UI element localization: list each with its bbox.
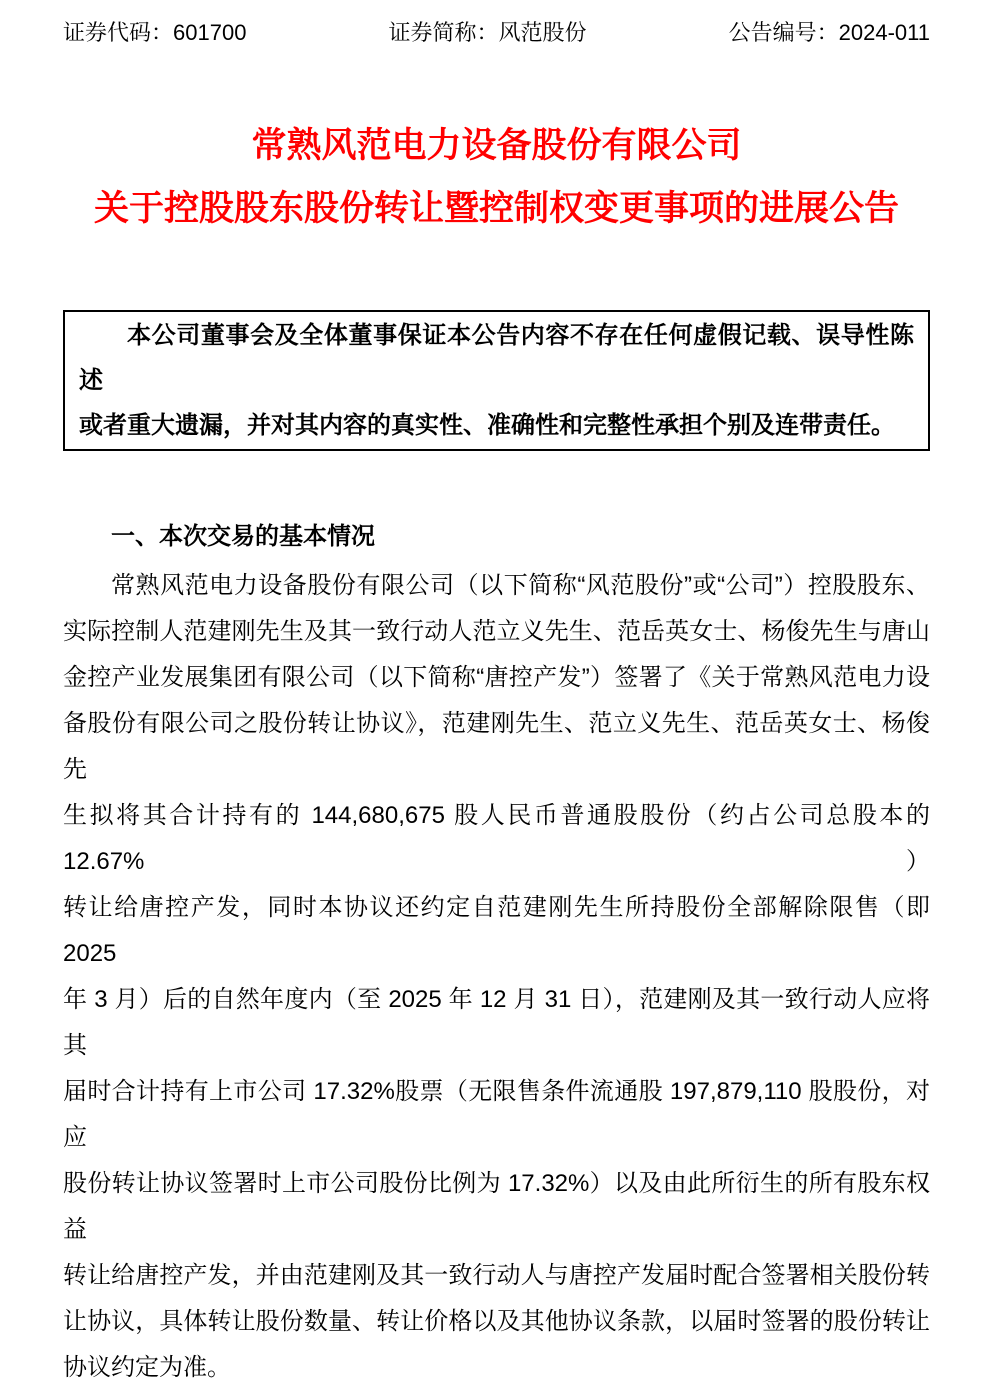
- announcement-number-label: 公告编号：: [728, 20, 839, 45]
- section-heading: 一、本次交易的基本情况: [111, 523, 375, 550]
- paragraph-line: 股份转让协议签署时上市公司股份比例为 17.32%）以及由此所衍生的所有股东权益: [63, 1170, 930, 1243]
- paragraph-line: 转让给唐控产发，同时本协议还约定自范建刚先生所持股份全部解除限售（即 2025: [63, 894, 930, 967]
- section-paragraph: [63, 563, 930, 1391]
- paragraph-line: 常熟风范电力设备股份有限公司（以下简称“风范股份”或“公司”）控股股东、: [111, 572, 930, 599]
- paragraph-line: 实际控制人范建刚先生及其一致行动人范立义先生、范岳英女士、杨俊先生与唐山: [63, 618, 930, 645]
- paragraph-line: 年 3 月）后的自然年度内（至 2025 年 12 月 31 日），范建刚及其一致行动人应将其: [63, 986, 930, 1059]
- announcement-title: 关于控股股东股份转让暨控制权变更事项的进展公告: [93, 189, 899, 228]
- document-header: [63, 18, 930, 48]
- paragraph-line: 届时合计持有上市公司 17.32%股票（无限售条件流通股 197,879,110 股股份，对应: [63, 1078, 930, 1151]
- stock-name-value: 风范股份: [498, 20, 587, 45]
- announcement-number-value: 2024-011: [838, 20, 930, 45]
- paragraph-line: 转让给唐控产发，并由范建刚及其一致行动人与唐控产发届时配合签署相关股份转: [63, 1262, 930, 1289]
- announcement-number: [729, 18, 930, 48]
- stock-name: [389, 18, 587, 48]
- company-name-title: 常熟风范电力设备股份有限公司: [251, 126, 742, 165]
- stock-code: [63, 18, 246, 48]
- disclaimer-line: 或者重大遗漏，并对其内容的真实性、准确性和完整性承担个别及连带责任。: [79, 412, 895, 439]
- disclaimer-box: [63, 310, 930, 451]
- paragraph-line: 备股份有限公司之股份转让协议》，范建刚先生、范立义先生、范岳英女士、杨俊先: [63, 710, 930, 783]
- paragraph-line: 协议约定为准。: [63, 1354, 231, 1381]
- paragraph-line: 金控产业发展集团有限公司（以下简称“唐控产发”）签署了《关于常熟风范电力设: [63, 664, 930, 691]
- disclaimer-line: 本公司董事会及全体董事保证本公告内容不存在任何虚假记载、误导性陈述: [79, 322, 914, 394]
- stock-code-value: 601700: [173, 20, 247, 45]
- paragraph-line: 让协议，具体转让股份数量、转让价格以及其他协议条款，以届时签署的股份转让: [63, 1308, 930, 1335]
- stock-name-label: 证券简称：: [388, 20, 499, 45]
- title-block: [63, 114, 930, 240]
- stock-code-label: 证券代码：: [63, 20, 174, 45]
- paragraph-line: 生拟将其合计持有的 144,680,675 股人民币普通股股份（约占公司总股本的 12.67%）: [63, 802, 930, 875]
